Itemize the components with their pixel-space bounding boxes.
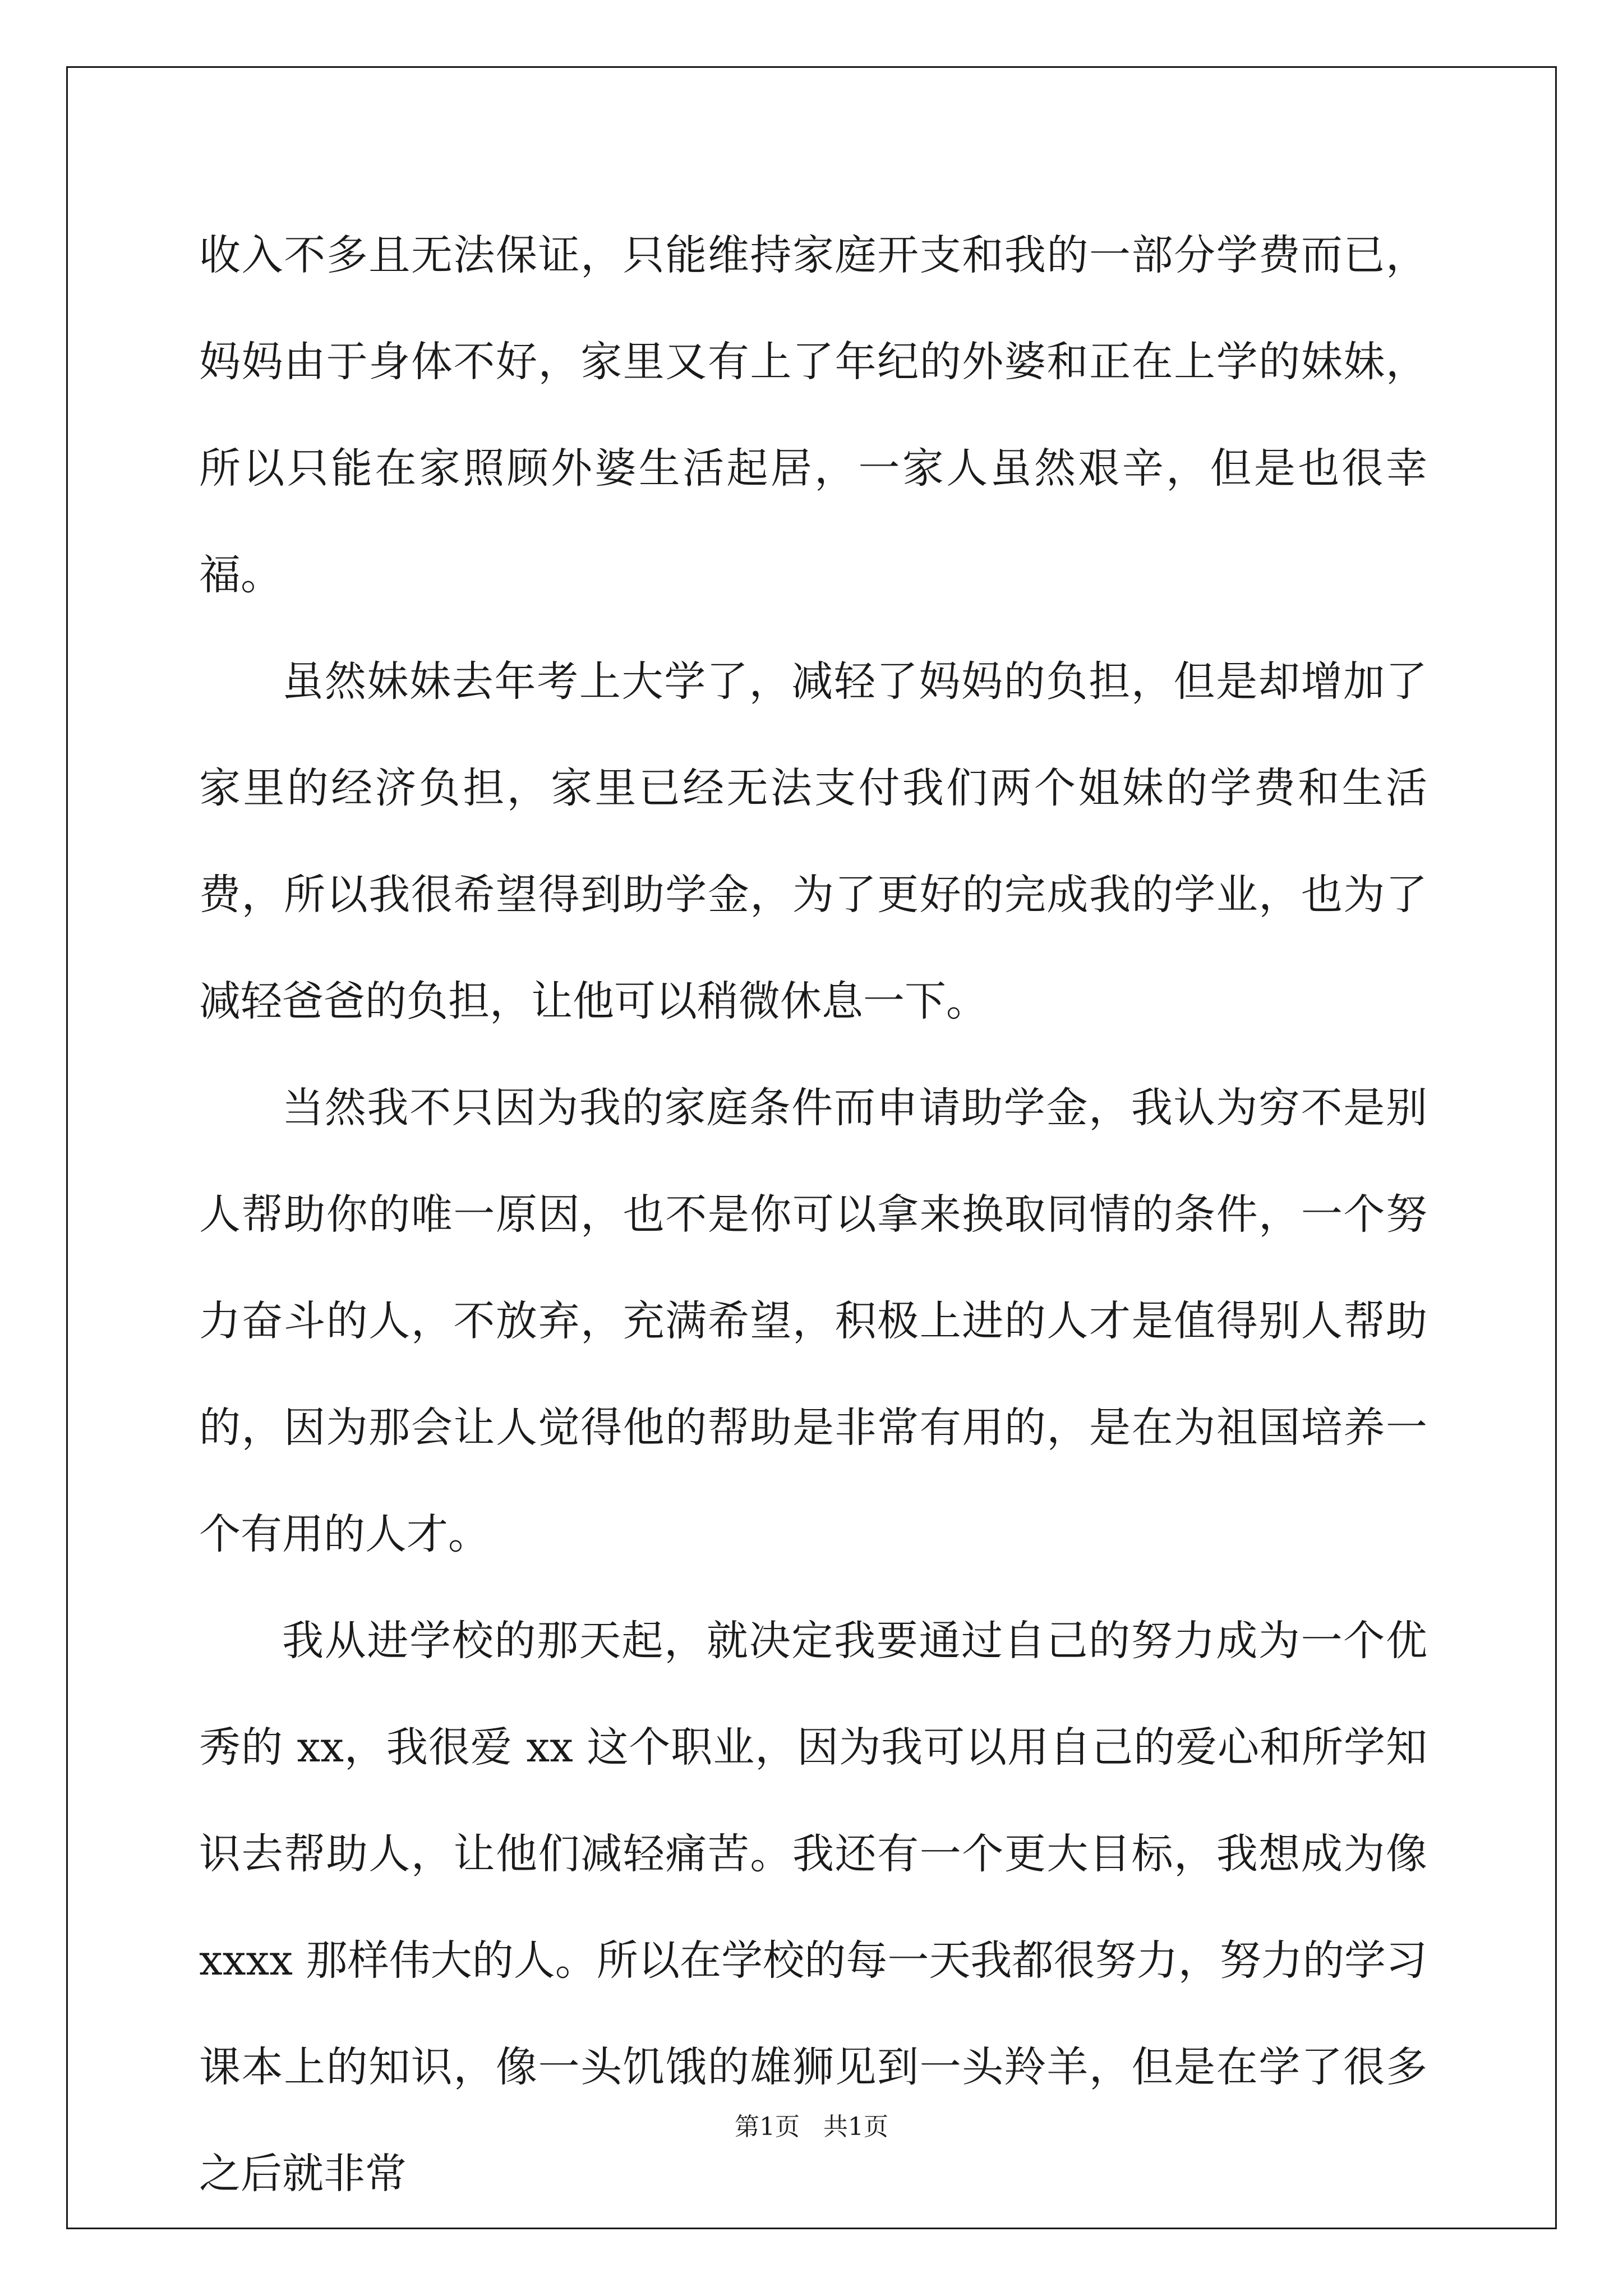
document-body <box>199 202 1427 2227</box>
page-footer: 第1页 共1页 <box>735 2113 888 2141</box>
paragraph-3: 当然我不只因为我的家庭条件而申请助学金，我认为穷不是别人帮助你的唯一原因，也不是你可以拿来换取同情的条件，一个努力奋斗的人，不放弃，充满希望，积极上进的人才是值得别人帮助的，因为那会让人觉得他的帮助是非常有用的，是在为祖国培养一个有用的人才。 <box>199 1084 1427 1558</box>
paragraph-4: 我从进学校的那天起，就决定我要通过自己的努力成为一个优秀的 xx，我很爱 xx 这个职业，因为我可以用自己的爱心和所学知识去帮助人，让他们减轻痛苦。我还有一个更大目标，我想成为像 xxxx 那样伟大的人。所以在学校的每一天我都很努力，努力的学习课本上的知识，像一头饥饿的雄狮见到一头羚羊，但是在学了很多之后就非常 <box>199 1617 1427 2198</box>
paragraph-2: 虽然妹妹去年考上大学了，减轻了妈妈的负担，但是却增加了家里的经济负担，家里已经无法支付我们两个姐妹的学费和生活费，所以我很希望得到助学金，为了更好的完成我的学业，也为了减轻爸爸的负担，让他可以稍微休息一下。 <box>199 657 1427 1025</box>
paragraph-1: 收入不多且无法保证，只能维持家庭开支和我的一部分学费而已，妈妈由于身体不好，家里又有上了年纪的外婆和正在上学的妹妹，所以只能在家照顾外婆生活起居，一家人虽然艰辛，但是也很幸福。 <box>199 231 1427 599</box>
